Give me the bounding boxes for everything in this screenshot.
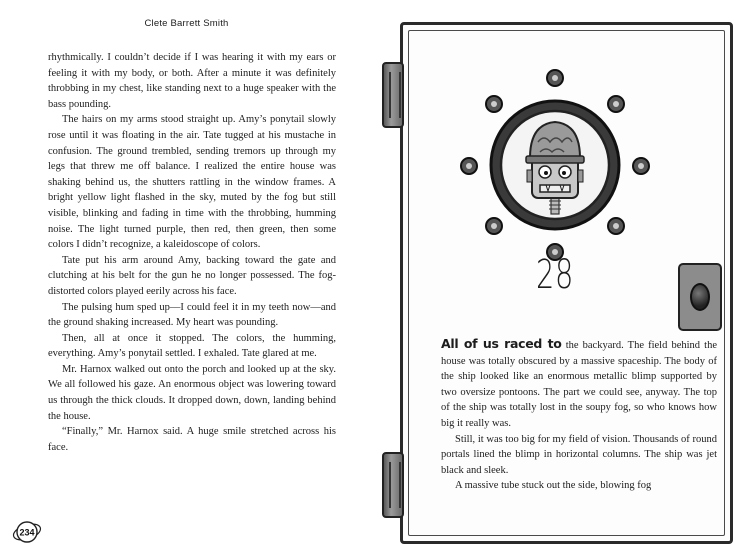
paragraph: Mr. Harnox walked out onto the porch and looked up at the sky. We all followed his gaze. An enormous object was lowering toward us through the thick clouds. It dropped down, down, landing behind the house.: [48, 363, 336, 422]
right-body-text: [441, 336, 717, 494]
paragraph: “Finally,” Mr. Harnox said. A huge smile stretched across his face.: [48, 426, 336, 453]
chapter-number: 28: [535, 252, 575, 298]
paragraph: Then, all at once it stopped. The colors, the humming, everything. Amy’s ponytail settled. I exhaled. Tate glared at me.: [48, 332, 336, 360]
left-page: [0, 0, 373, 560]
chapter-lead-in: All of us raced to: [441, 336, 562, 351]
robot-head-in-porthole-icon: [450, 60, 660, 270]
page-number-badge: [12, 517, 42, 547]
left-body-text: [48, 50, 336, 455]
door-hinge-bottom: [382, 452, 404, 518]
doorbell-button: [690, 283, 710, 311]
paragraph: A massive tube stuck out the side, blowing fog: [455, 480, 652, 492]
paragraph: The pulsing hum sped up—I could feel it in my teeth now—and the ground shaking increased. My heart was pounding.: [48, 301, 336, 329]
paragraph: Still, it was too big for my field of vision. Thousands of round portals lined the blimp in horizontal columns. The ship was jet black and sleek.: [441, 433, 717, 476]
paragraph: rhythmically. I couldn’t decide if I was hearing it with my ears or feeling it with my body, or both. After a minute it was definitely throbbing in my chest, like standing next to a huge speaker with the bass pounding.: [48, 52, 336, 110]
paragraph: The hairs on my arms stood straight up. Amy’s ponytail slowly rose until it was floating in the air. Tate tugged at his mustache in confusion. The ground trembled, sending tremors up through my legs that threw me off balance. I realized the entire house was shaking behind us, the shutters rattling in the window frames. A bright yellow light flashed in the sky, muted by the fog but still visible, blinking and fading in time with the throbbing, humming noise. The light turned purple, then red, then green, then some colors I didn’t recognize, a kaleidoscope of colors.: [48, 114, 336, 251]
page-number: 234: [19, 527, 35, 538]
paragraph: [441, 336, 717, 432]
doorbell-plate: [678, 263, 722, 331]
running-head: Clete Barrett Smith: [144, 18, 229, 29]
paragraph-text: the backyard. The field behind the house was totally obscured by a massive spaceship. The body of the ship looked like an enormous metallic blimp supported by two oversize pontoons. The part we could see, anyway. The top of the ship was totally lost in the soupy fog, so who knows how big it really was.: [441, 340, 717, 429]
paragraph: Tate put his arm around Amy, backing toward the gate and clutching at his belt for the gun he no longer possessed. The fog-distorted colors played eerily across his face.: [48, 254, 336, 297]
door-hinge-top: [382, 62, 404, 128]
